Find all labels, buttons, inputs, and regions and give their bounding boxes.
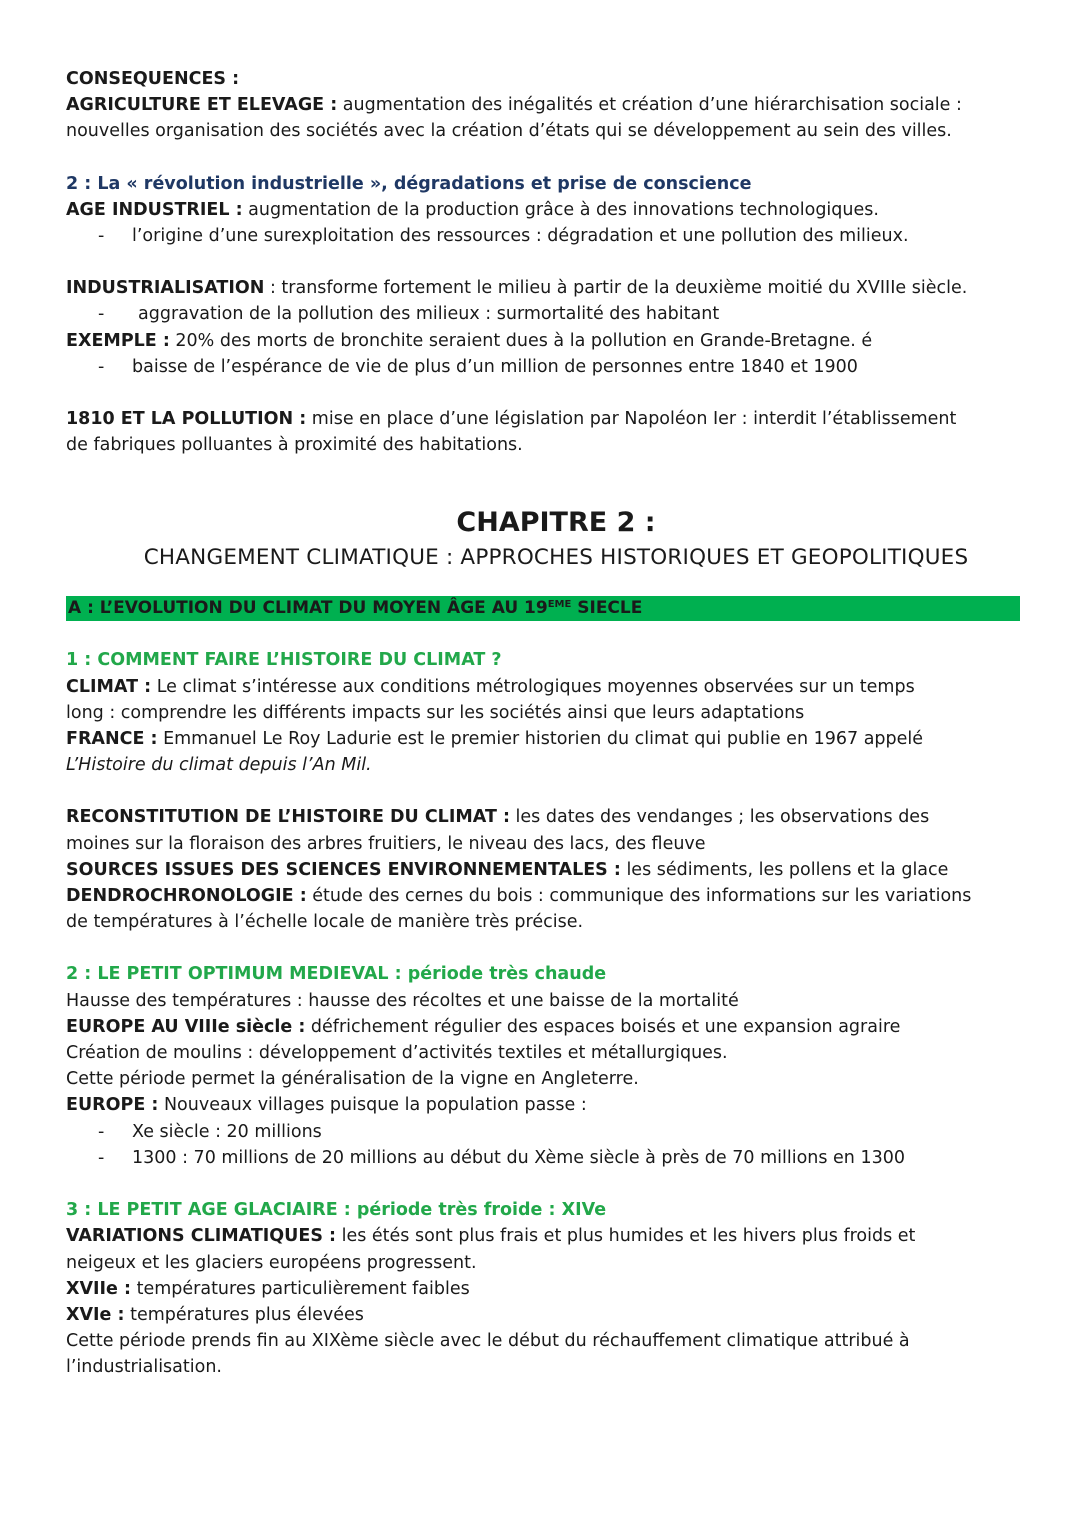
optimum-line: Cette période permet la généralisation de la vigne en Angleterre.	[66, 1069, 639, 1090]
industrialisation-paragraph: INDUSTRIALISATION : transforme fortement le milieu à partir de la deuxième moitié du XVIIIe siècle.	[66, 278, 968, 299]
chapter-title: CHAPITRE 2 :	[456, 507, 656, 539]
variations-paragraph-cont: neigeux et les glaciers européens progressent.	[66, 1252, 477, 1273]
section-band-a: A : L’EVOLUTION DU CLIMAT DU MOYEN ÂGE AU 19EME SIECLE	[66, 596, 1020, 621]
list-item: - baisse de l’espérance de vie de plus d’un million de personnes entre 1840 et 1900	[66, 354, 1026, 380]
list-item: - aggravation de la pollution des milieux : surmortalité des habitant	[66, 301, 1026, 327]
reconstitution-paragraph-cont: moines sur la floraison des arbres fruitiers, le niveau des lacs, des fleuve	[66, 833, 706, 854]
optimum-line: Création de moulins : développement d’activités textiles et métallurgiques.	[66, 1043, 728, 1064]
conclusion-line: l’industrialisation.	[66, 1357, 222, 1378]
dendro-paragraph: DENDROCHRONOLOGIE : étude des cernes du bois : communique des informations sur les variations	[66, 886, 972, 907]
exemple-paragraph: EXEMPLE : 20% des morts de bronchite seraient dues à la pollution en Grande-Bretagne. é	[66, 330, 873, 351]
agriculture-label: AGRICULTURE ET ELEVAGE :	[66, 95, 338, 116]
xviie-paragraph: XVIIe : températures particulièrement faibles	[66, 1278, 470, 1299]
agriculture-paragraph-cont: nouvelles organisation des sociétés avec la création d’états qui se développement au sein des villes.	[66, 121, 952, 142]
xvie-paragraph: XVIe : températures plus élevées	[66, 1304, 364, 1325]
europe-paragraph: EUROPE : Nouveaux villages puisque la population passe :	[66, 1095, 587, 1116]
subsection-heading-histoire-climat: 1 : COMMENT FAIRE L’HISTOIRE DU CLIMAT ?	[66, 650, 502, 671]
pollution-1810-paragraph: 1810 ET LA POLLUTION : mise en place d’une législation par Napoléon Ier : interdit l’établissement	[66, 409, 957, 430]
pollution-1810-paragraph-cont: de fabriques polluantes à proximité des habitations.	[66, 435, 523, 456]
book-title: L’Histoire du climat depuis l’An Mil.	[66, 755, 372, 776]
age-industriel-paragraph: AGE INDUSTRIEL : augmentation de la production grâce à des innovations technologiques.	[66, 199, 879, 220]
climat-paragraph-cont: long : comprendre les différents impacts sur les sociétés ainsi que leurs adaptations	[66, 702, 805, 723]
variations-paragraph: VARIATIONS CLIMATIQUES : les étés sont plus frais et plus humides et les hivers plus froids et	[66, 1226, 916, 1247]
sources-paragraph: SOURCES ISSUES DES SCIENCES ENVIRONNEMENTALES : les sédiments, les pollens et la glace	[66, 859, 949, 880]
subsection-heading-optimum-medieval: 2 : LE PETIT OPTIMUM MEDIEVAL : période très chaude	[66, 964, 607, 985]
reconstitution-paragraph: RECONSTITUTION DE L’HISTOIRE DU CLIMAT : les dates des vendanges ; les observations des	[66, 807, 930, 828]
chapter-header	[46, 506, 1066, 576]
conclusion-line: Cette période prends fin au XIXème siècle avec le début du réchauffement climatique attribué à	[66, 1331, 910, 1352]
list-item: - l’origine d’une surexploitation des ressources : dégradation et une pollution des milieux.	[66, 223, 1026, 249]
consequences-heading: CONSEQUENCES :	[66, 69, 240, 89]
document-page	[66, 66, 1026, 1381]
list-item: - 1300 : 70 millions de 20 millions au début du Xème siècle à près de 70 millions en 1300	[66, 1145, 1026, 1171]
france-paragraph: FRANCE : Emmanuel Le Roy Ladurie est le premier historien du climat qui publie en 1967 appelé	[66, 729, 924, 750]
europe-8-paragraph: EUROPE AU VIIIe siècle : défrichement régulier des espaces boisés et une expansion agraire	[66, 1016, 901, 1037]
agriculture-paragraph: AGRICULTURE ET ELEVAGE : augmentation des inégalités et création d’une hiérarchisation sociale :	[66, 95, 962, 116]
list-item: - Xe siècle : 20 millions	[66, 1119, 1026, 1145]
dendro-paragraph-cont: de températures à l’échelle locale de manière très précise.	[66, 912, 584, 933]
climat-paragraph: CLIMAT : Le climat s’intéresse aux conditions métrologiques moyennes observées sur un temps	[66, 676, 915, 697]
section-heading-industrial-revolution: 2 : La « révolution industrielle », dégradations et prise de conscience	[66, 173, 752, 194]
chapter-subtitle: CHANGEMENT CLIMATIQUE : APPROCHES HISTORIQUES ET GEOPOLITIQUES	[143, 545, 969, 571]
subsection-heading-petit-age-glaciaire: 3 : LE PETIT AGE GLACIAIRE : période très froide : XIVe	[66, 1200, 607, 1221]
optimum-line: Hausse des températures : hausse des récoltes et une baisse de la mortalité	[66, 990, 739, 1011]
